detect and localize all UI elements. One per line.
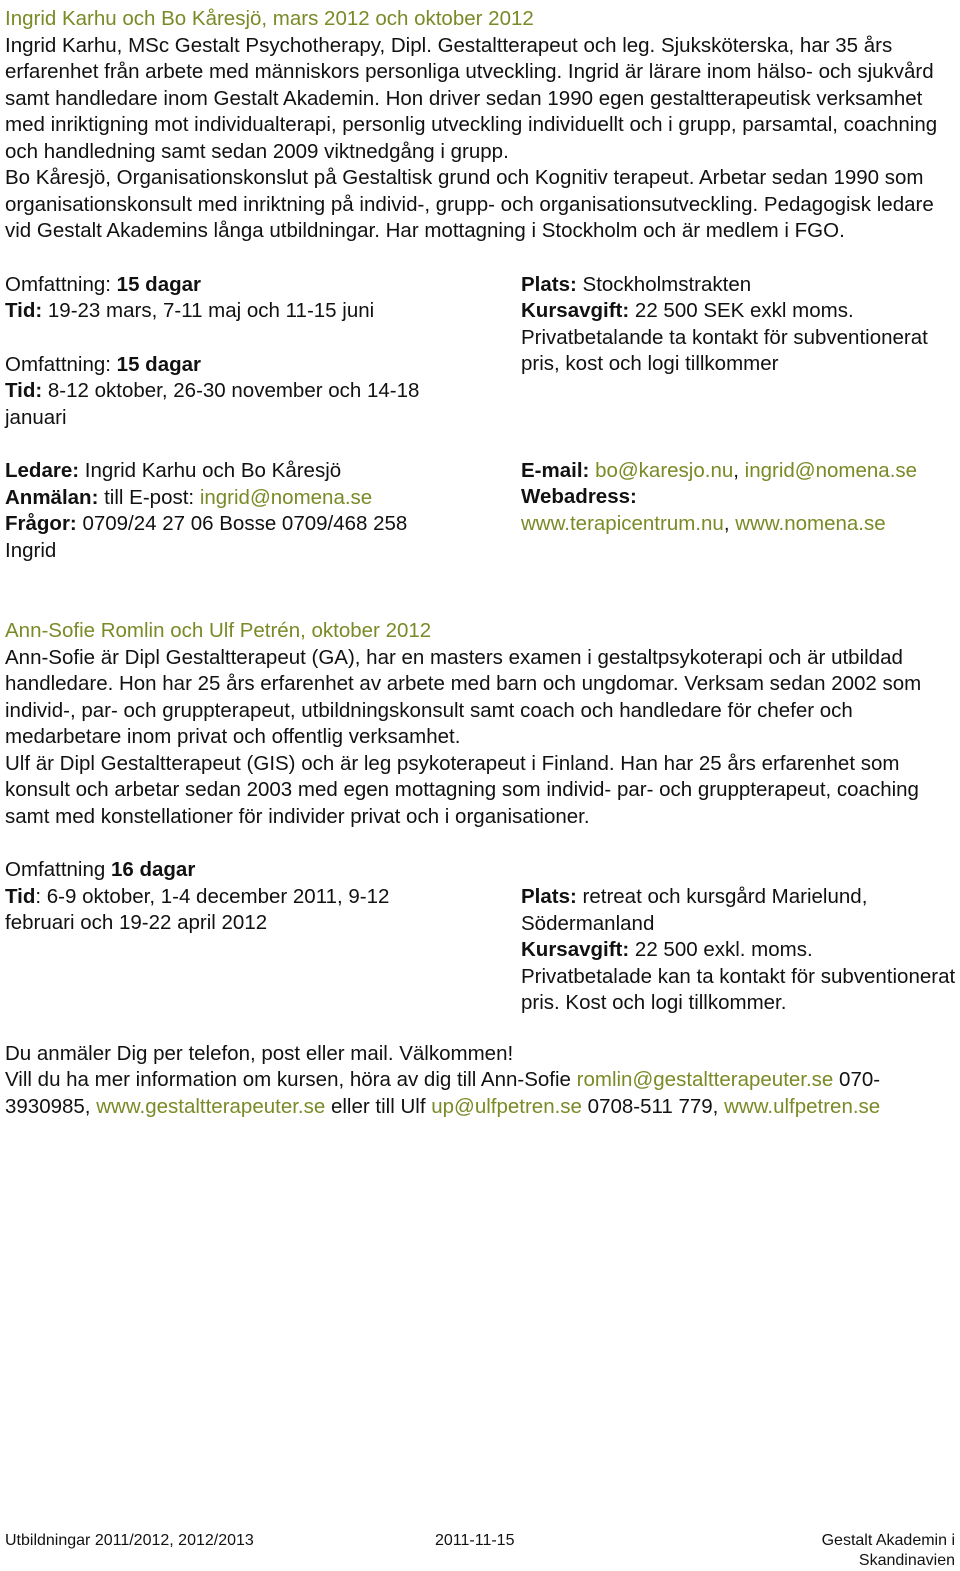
course1-scope-value: 15 dagar	[116, 272, 201, 296]
signup	[5, 485, 521, 512]
fee-label: Kursavgift:	[521, 299, 630, 322]
place	[521, 272, 960, 299]
course2-time	[5, 378, 435, 431]
footer-date: 2011-11-15	[435, 1532, 515, 1549]
fee-value: 22 500 SEK exkl moms.	[634, 299, 854, 322]
course3-fee-value: 22 500 exkl. moms.	[634, 938, 813, 961]
course3-scope-value: 16 dagar	[110, 858, 196, 881]
footer-left: Utbildningar 2011/2012, 2012/2013	[5, 1532, 254, 1549]
web-link-terapicentrum[interactable]: www.terapicentrum.nu	[521, 511, 724, 535]
web-label: Webadress:	[521, 485, 637, 508]
signup-text: till E-post:	[104, 485, 195, 509]
questions-value: 0709/24 27 06 Bosse 0709/468 258 Ingrid	[5, 512, 408, 562]
course3-fee-note: Privatbetalade kan ta kontakt för subventionerat pris. Kost och logi tillkommer.	[521, 964, 956, 1014]
section1-heading: Ingrid Karhu och Bo Kåresjö, mars 2012 och oktober 2012	[5, 7, 534, 30]
contact-info	[5, 1067, 955, 1120]
course3-place-label: Plats:	[521, 885, 577, 908]
web-line	[521, 511, 960, 538]
footer-right: Gestalt Akademin i Skandinavien	[821, 1532, 955, 1569]
email-link-bo[interactable]: bo@karesjo.nu	[595, 458, 734, 482]
course2-scope-value: 15 dagar	[116, 352, 201, 376]
section2-heading: Ann-Sofie Romlin och Ulf Petrén, oktober 2012	[5, 619, 432, 642]
document-page	[5, 6, 955, 1120]
email-link-ingrid[interactable]: ingrid@nomena.se	[744, 458, 918, 482]
course3-time-value: : 6-9 oktober, 1-4 december 2011, 9-12 februari och 19-22 april 2012	[5, 884, 390, 934]
leader-label: Ledare:	[5, 459, 80, 482]
signup-email-link[interactable]: ingrid@nomena.se	[199, 485, 373, 509]
signup-label: Anmälan:	[5, 485, 99, 509]
email-label: E-mail:	[521, 458, 590, 482]
contact-web-ulfpetren[interactable]: www.ulfpetren.se	[724, 1094, 881, 1118]
course1-time-value: 19-23 mars, 7-11 maj och 11-15 juni	[47, 299, 375, 322]
contact-text-3: eller till Ulf	[330, 1094, 426, 1118]
course2-scope	[5, 352, 521, 379]
section2-details	[5, 857, 955, 1017]
course1-time	[5, 298, 521, 325]
course3-time-label: Tid	[5, 884, 36, 908]
course3-fee-label: Kursavgift:	[521, 938, 630, 961]
email-line	[521, 458, 960, 485]
fee	[521, 298, 960, 325]
course1-scope-label: Omfattning:	[5, 272, 111, 296]
web-link-nomena[interactable]: www.nomena.se	[735, 511, 886, 535]
place-label: Plats:	[521, 272, 577, 296]
section1-details	[5, 272, 955, 565]
course3-scope-label: Omfattning	[5, 858, 106, 881]
course1-time-label: Tid:	[5, 299, 43, 322]
contact-email-annsofie[interactable]: romlin@gestaltterapeuter.se	[576, 1068, 834, 1091]
course2-time-value: 8-12 oktober, 26-30 november och 14-18 januari	[5, 379, 420, 429]
place-value: Stockholmstrakten	[582, 272, 752, 296]
course1-scope	[5, 272, 521, 299]
course2-scope-label: Omfattning:	[5, 352, 111, 376]
course3-time	[5, 884, 445, 937]
leader	[5, 458, 521, 485]
course3-fee	[521, 937, 960, 964]
course3-scope	[5, 857, 521, 884]
course2-time-label: Tid:	[5, 379, 43, 402]
leader-value: Ingrid Karhu och Bo Kåresjö	[84, 459, 342, 482]
section2-bio-annsofie: Ann-Sofie är Dipl Gestaltterapeut (GA), har en masters examen i gestaltpsykoterapi och är utbildad handledare. Hon har 25 års erfarenhet av arbete med barn och ungdomar. Verksam sedan 2002 som individ-, par- och gruppterapeut, utbildningskonsult samt coach och handledare för chefer och medarbetare inom privat och offentlig verksamhet.	[5, 645, 922, 748]
page-footer	[5, 1531, 955, 1571]
course3-place-value: retreat och kursgård Marielund, Södermanland	[521, 885, 868, 935]
questions-label: Frågor:	[5, 512, 77, 535]
closing-line: Du anmäler Dig per telefon, post eller mail. Välkommen!	[5, 1041, 514, 1065]
questions	[5, 511, 455, 564]
contact-text-1: Vill du ha mer information om kursen, höra av dig till Ann-Sofie	[5, 1068, 571, 1091]
section1-bio-bo: Bo Kåresjö, Organisationskonslut på Gestaltisk grund och Kognitiv terapeut. Arbetar sedan 1990 som organisationskonsult med inriktning på individ-, grupp- och organisationsutveckling. Pedagogisk ledare vid Gestalt Akademins långa utbildningar. Har mottagning i Stockholm och är medlem i FGO.	[5, 166, 934, 242]
section2-bio-ulf: Ulf är Dipl Gestaltterapeut (GIS) och är leg psykoterapeut i Finland. Han har 25 års erfarenhet som konsult och arbetar sedan 2003 med egen mottagning som individ- par- och gruppterapeut, coaching samt med konstellationer för individer privat och i organisationer.	[5, 751, 919, 828]
web-separator: ,	[723, 511, 730, 535]
course3-place	[521, 884, 960, 937]
contact-text-2: 070-3930985,	[5, 1068, 881, 1118]
section1-bio-ingrid: Ingrid Karhu, MSc Gestalt Psychotherapy, Dipl. Gestaltterapeut och leg. Sjuksköterska, har 35 års erfarenhet från arbete med människors personliga utveckling. Ingrid är lärare inom hälso- och sjukvård samt handledare inom Gestalt Akademin. Hon driver sedan 1990 egen gestaltterapeutisk verksamhet med inriktigning mot individualterapi, personlig utveckling individuellt och i grupp, parsamtal, coachning och handledning samt sedan 2009 viktnedgång i grupp.	[5, 33, 938, 163]
fee-note: Privatbetalande ta kontakt för subventionerat pris, kost och logi tillkommer	[521, 325, 928, 375]
email-separator: ,	[733, 458, 739, 482]
contact-email-ulf[interactable]: up@ulfpetren.se	[431, 1094, 582, 1118]
contact-web-gestaltterapeuter[interactable]: www.gestaltterapeuter.se	[96, 1094, 326, 1118]
contact-text-4: 0708-511 779,	[587, 1094, 719, 1118]
